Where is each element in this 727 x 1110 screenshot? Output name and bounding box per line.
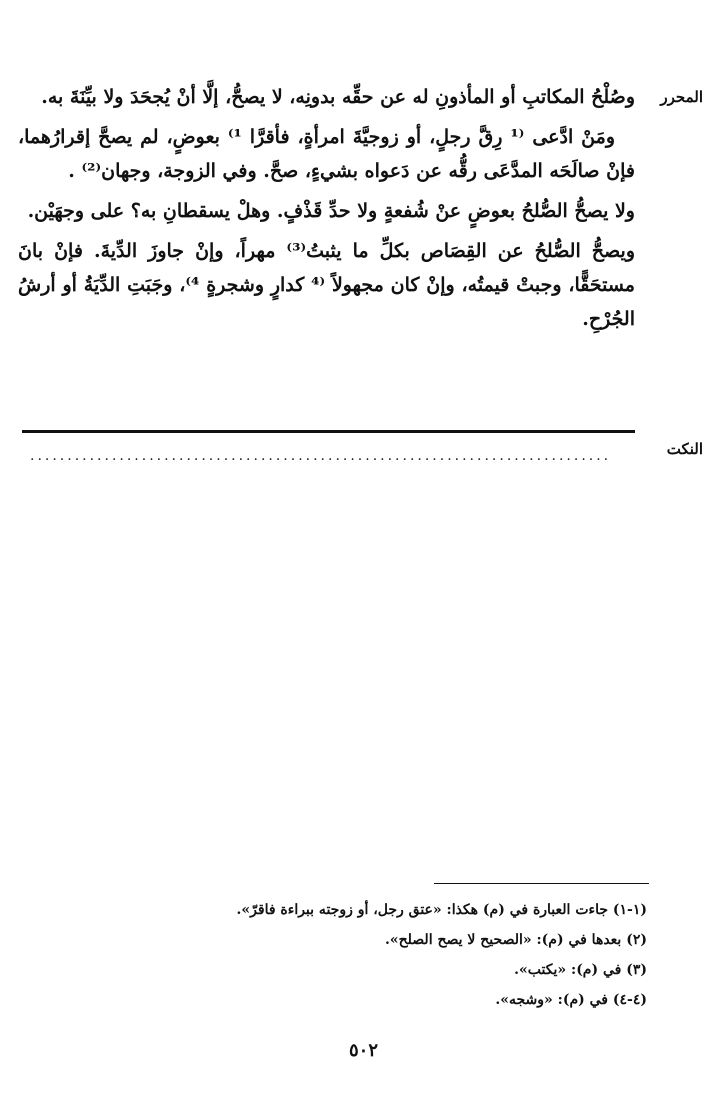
margin-label-nukat: النكت [666, 440, 703, 458]
paragraph-1: وصُلْحُ المكاتبِ أو المأذونِ له عن حقِّه بدونِه، لا يصحُّ، إلَّا أنْ يُجحَدَ ولا بيِّنَةَ به. [41, 86, 635, 108]
page-number: ٥٠٢ [348, 1040, 378, 1061]
section-divider [22, 430, 635, 433]
footnote-2: (٢) بعدها في (م): «الصحيح لا يصح الصلح». [385, 932, 647, 948]
dotted-placeholder-line: .............................................................................. [30, 448, 612, 464]
margin-label-muharrar: المحرر [660, 88, 703, 106]
footnote-1: (١-١) جاءت العبارة في (م) هكذا: «عتق رجل، أو زوجته ببراءة فاقرّ». [236, 902, 647, 918]
footnote-3: (٣) في (م): «يكتب». [514, 962, 647, 978]
main-text-block [18, 80, 635, 342]
footnote-4: (٤-٤) في (م): «وشجه». [495, 992, 647, 1008]
paragraph-3: ولا يصحُّ الصُّلحُ بعوضٍ عنْ شُفعةٍ ولا حدِّ قَذْفٍ. وهلْ يسقطانِ به؟ على وجهَيْن. [27, 200, 635, 222]
paragraph-4: ويصحُّ الصُّلحُ عن القِصَاص بكلِّ ما يثبتُ⁽³⁾ مهراً، وإنْ جاوزَ الدِّيةَ. فإنْ بانَ مستحَقًّا، وجبتْ قيمتُه، وإنْ كان مجهولاً ⁽⁴ كدارٍ وشجرةٍ ⁴⁾، وجَبَتِ الدِّيَةُ أو أرشُ الجُرْحِ. [18, 240, 635, 330]
footnotes [60, 895, 647, 1015]
footnote-rule [434, 883, 649, 884]
paragraph-2: ومَنْ ادَّعى ⁽¹ رِقَّ رجلٍ، أو زوجيَّةَ امرأةٍ، فأقرَّا ¹⁾ بعوضٍ، لم يصحَّ إقرارُهما، فإنْ صالَحَه المدَّعَى رقُّه عن دَعواه بشيءٍ، صحَّ. وفي الزوجة، وجهان⁽²⁾ . [18, 126, 635, 182]
